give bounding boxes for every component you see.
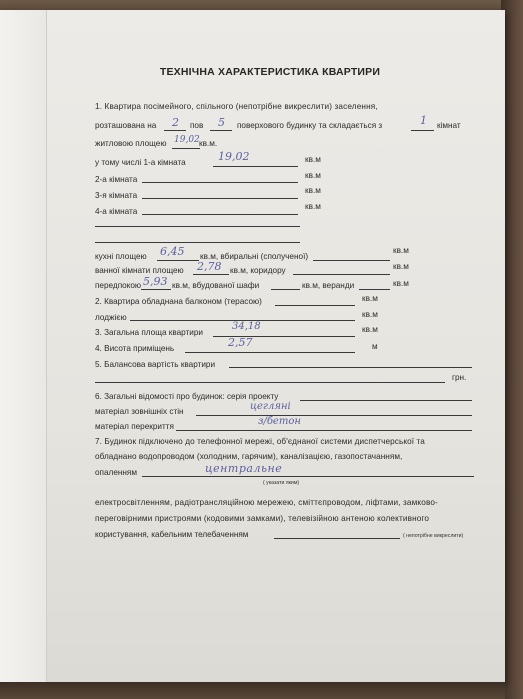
bath-unit: кв.м, коридору (230, 266, 286, 275)
total-area-unit: кв.м (362, 325, 378, 334)
room3-unit: кв.м (305, 186, 321, 195)
kitchen-unit: кв.м, вбиральні (сполученої) (200, 252, 309, 261)
height-line (185, 352, 355, 353)
value-line-2 (95, 382, 445, 383)
value-unit: грн. (452, 373, 467, 382)
storeys-line (210, 130, 232, 131)
heating-value: центральне (205, 462, 283, 475)
room1-label: у тому числі 1-а кімната (95, 158, 186, 167)
heating-label: опаленням (95, 468, 137, 477)
located-label: розташована на (95, 121, 157, 130)
room2-label: 2-а кімната (95, 175, 138, 184)
living-area-value: 19,02 (174, 135, 200, 145)
living-area-unit: кв.м. (199, 139, 218, 148)
blank-line (95, 226, 300, 227)
room1-value: 19,02 (218, 150, 250, 163)
living-area-label: житловою площею (95, 139, 167, 148)
wc-line (313, 260, 390, 261)
balcony-unit: кв.м (362, 294, 378, 303)
specify-note: ( указати яким) (263, 480, 300, 486)
room4-unit: кв.м (305, 202, 321, 211)
section1-line1: 1. Квартира посімейного, спільного (непотрібне викреслити) заселення, (95, 102, 378, 111)
floor-line (164, 130, 186, 131)
wc-unit: кв.м (393, 246, 409, 255)
general-label: 6. Загальні відомості про будинок: серія проекту (95, 392, 279, 401)
total-area-label: 3. Загальна площа квартири (95, 328, 203, 337)
walls-value: цегляні (250, 401, 291, 412)
room3-label: 3-я кімната (95, 191, 138, 200)
balcony-label: 2. Квартира обладнана балконом (терасою) (95, 297, 262, 306)
rooms-value: 1 (420, 114, 427, 127)
ceilings-value: з/бетон (258, 416, 301, 427)
floor-label: пов (190, 121, 204, 130)
wardrobe-line (271, 289, 300, 290)
room1-line (213, 166, 298, 167)
walls-label: матеріал зовнішніх стін (95, 407, 184, 416)
room4-line (142, 214, 298, 215)
paragraph-line3: користування, кабельним телебаченням (95, 530, 249, 539)
room2-unit: кв.м (305, 171, 321, 180)
hall-label: передпокою (95, 281, 142, 290)
value-label: 5. Балансова вартість квартири (95, 360, 216, 369)
kitchen-line (157, 260, 199, 261)
series-line (300, 400, 472, 401)
background-bottom (0, 682, 505, 699)
living-area-line (172, 148, 200, 149)
bath-value: 2,78 (197, 260, 222, 273)
value-line (229, 367, 472, 368)
ceilings-line (176, 430, 472, 431)
height-value: 2,57 (228, 336, 253, 349)
loggia-unit: кв.м (362, 310, 378, 319)
hall-unit: кв.м, вбудованої шафи (172, 281, 260, 290)
strike-note: ( непотрібне викреслити) (403, 533, 464, 539)
floor-value: 2 (172, 116, 179, 129)
walls-line (196, 415, 472, 416)
equipped-text: обладнано водопроводом (холодним, гарячим), каналізацією, газопостачанням, (95, 452, 403, 461)
rooms-line (411, 130, 434, 131)
hall-value: 5,93 (143, 275, 168, 288)
ceilings-label: матеріал перекриття (95, 422, 174, 431)
room2-line (142, 182, 298, 183)
storeys-value: 5 (218, 116, 225, 129)
balcony-line (275, 305, 355, 306)
paragraph-line1: електросвітленням, радіотрансляційною мережею, сміттєпроводом, ліфтами, замково- (95, 498, 438, 507)
corridor-line (293, 274, 390, 275)
veranda-unit: кв.м (393, 279, 409, 288)
page-margin (0, 10, 47, 682)
page-title: ТЕХНІЧНА ХАРАКТЕРИСТИКА КВАРТИРИ (159, 66, 381, 78)
rooms-label: кімнат (437, 121, 461, 130)
storeys-label: поверхового будинку та складається з (237, 121, 383, 130)
bath-label: ванної кімнати площею (95, 266, 184, 275)
veranda-label: кв.м, веранди (302, 281, 355, 290)
cable-tv-line (274, 538, 400, 539)
height-label: 4. Висота приміщень (95, 344, 175, 353)
room4-label: 4-а кімната (95, 207, 138, 216)
corridor-unit: кв.м (393, 262, 409, 271)
height-unit: м (372, 342, 378, 351)
kitchen-value: 6,45 (160, 245, 185, 258)
connected-text: 7. Будинок підключено до телефонної мережі, об'єднаної системи диспетчерської та (95, 437, 425, 446)
total-area-value: 34,18 (232, 321, 261, 332)
heating-line (142, 476, 474, 477)
bath-line (193, 274, 229, 275)
paragraph-line2: переговірними пристроями (кодовими замками), телевізійною антеною колективного (95, 514, 430, 523)
veranda-line (359, 289, 390, 290)
room3-line (142, 198, 298, 199)
kitchen-label: кухні площею (95, 252, 147, 261)
hall-line (141, 289, 171, 290)
room1-unit: кв.м (305, 155, 321, 164)
loggia-label: лоджією (95, 313, 127, 322)
blank-line (95, 242, 300, 243)
